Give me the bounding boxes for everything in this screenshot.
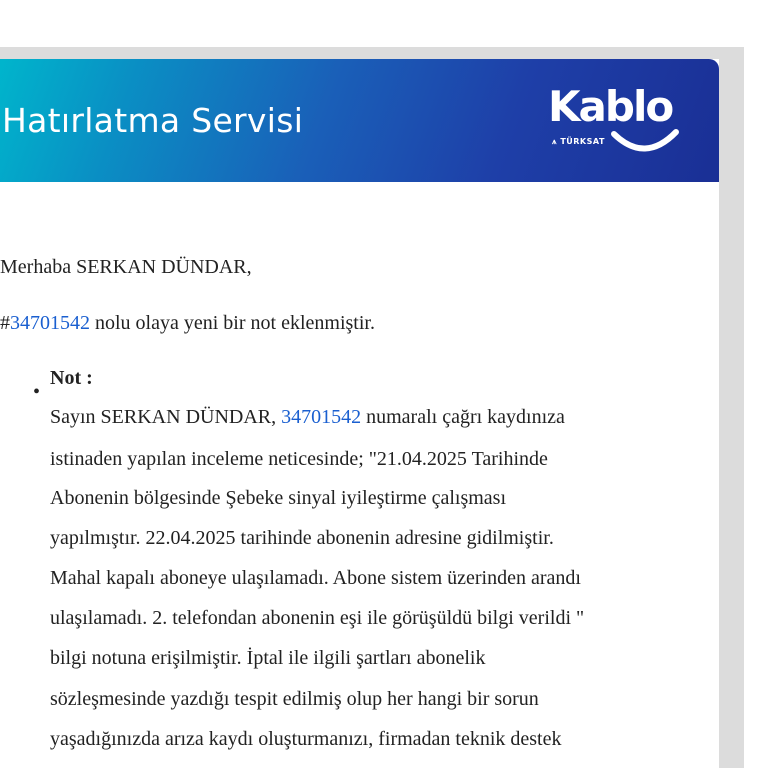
note-line-after: numaralı çağrı kaydınıza [361, 406, 565, 428]
kablo-logo [544, 82, 684, 158]
bullet-dot: • [33, 381, 41, 403]
ticket-line [0, 312, 375, 335]
note-line: istinaden yapılan inceleme neticesinde; "21.04.2025 Tarihinde [50, 448, 548, 470]
note-line-before: Sayın SERKAN DÜNDAR, [50, 406, 282, 428]
logo-subtitle [552, 137, 605, 147]
note-line: Mahal kapalı aboneye ulaşılamadı. Abone sistem üzerinden arandı [50, 567, 581, 589]
ticket-number-link[interactable]: 34701542 [10, 312, 90, 334]
greeting: Merhaba SERKAN DÜNDAR, [0, 256, 252, 278]
note-line [50, 406, 565, 429]
note-line: Abonenin bölgesinde Şebeke sinyal iyileştirme çalışması [50, 487, 507, 509]
logo-wordmark: Kablo [548, 82, 673, 131]
header-title: Hatırlatma Servisi [2, 101, 304, 140]
note-ticket-link[interactable]: 34701542 [281, 406, 362, 428]
note-label: Not : [50, 367, 93, 389]
note-line: bilgi notuna erişilmiştir. İptal ile ilgili şartları abonelik [50, 647, 486, 669]
logo-subtitle-text: TÜRKSAT [560, 137, 605, 146]
ticket-suffix: nolu olaya yeni bir not eklenmiştir. [90, 312, 375, 334]
antenna-icon: ⩚ [552, 137, 558, 146]
note-line: ulaşılamadı. 2. telefondan abonenin eşi ile görüşüldü bilgi verildi " [50, 607, 585, 629]
note-line: sözleşmesinde yazdığı tespit edilmiş olup her hangi bir sorun [50, 688, 539, 710]
note-line: yapılmıştır. 22.04.2025 tarihinde abonenin adresine gidilmiştir. [50, 527, 554, 549]
smile-icon [610, 128, 680, 156]
note-line: yaşadığınızda arıza kaydı oluşturmanızı, firmadan teknik destek [50, 728, 562, 750]
ticket-prefix: # [0, 312, 10, 334]
